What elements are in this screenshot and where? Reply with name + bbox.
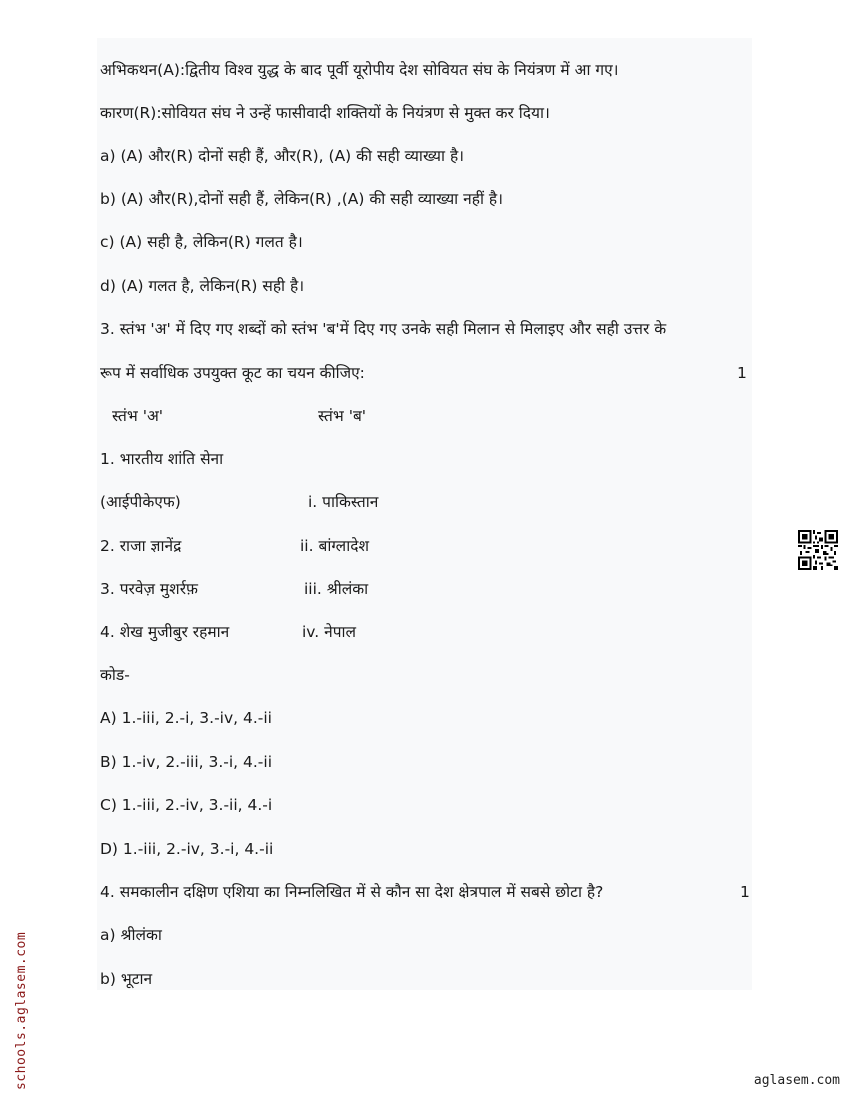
watermark-side: schools.aglasem.com (14, 931, 29, 1090)
code-option-c: C) 1.-iii, 2.-iv, 3.-ii, 4.-i (100, 796, 273, 814)
watermark-footer: aglasem.com (753, 1073, 840, 1088)
match-option-iv: iv. नेपाल (302, 623, 357, 641)
match-item-1: 1. भारतीय शांति सेना (100, 450, 224, 468)
match-item-4: 4. शेख मुजीबुर रहमान (100, 623, 230, 641)
column-b-header: स्तंभ 'ब' (318, 407, 367, 425)
code-option-a: A) 1.-iii, 2.-i, 3.-iv, 4.-ii (100, 709, 272, 727)
code-label: कोड- (100, 666, 130, 684)
column-a-header: स्तंभ 'अ' (112, 407, 164, 425)
q2-option-b: b) (A) और(R),दोनों सही हैं, लेकिन(R) ,(A) की सही व्याख्या नहीं है। (100, 190, 504, 208)
assertion-text: अभिकथन(A):द्वितीय विश्व युद्ध के बाद पूर्वी यूरोपीय देश सोवियत संघ के नियंत्रण में आ गए। (100, 61, 619, 79)
reason-text: कारण(R):सोवियत संघ ने उन्हें फासीवादी शक्तियों के नियंत्रण से मुक्त कर दिया। (100, 104, 550, 122)
q3-question-line2: रूप में सर्वाधिक उपयुक्त कूट का चयन कीजिए: (100, 364, 365, 382)
match-item-1-abbr: (आईपीकेएफ) (100, 493, 181, 511)
q3-question-line1: 3. स्तंभ 'अ' में दिए गए शब्दों को स्तंभ 'ब'में दिए गए उनके सही मिलान से मिलाइए और सही उत्तर के (100, 320, 667, 338)
q2-option-d: d) (A) गलत है, लेकिन(R) सही है। (100, 277, 305, 295)
q3-marks: 1 (737, 364, 747, 382)
q2-option-c: c) (A) सही है, लेकिन(R) गलत है। (100, 233, 303, 251)
code-option-d: D) 1.-iii, 2.-iv, 3.-i, 4.-ii (100, 840, 274, 858)
q2-option-a: a) (A) और(R) दोनों सही हैं, और(R), (A) की सही व्याख्या है। (100, 147, 465, 165)
match-option-i: i. पाकिस्तान (308, 493, 379, 511)
match-item-2: 2. राजा ज्ञानेंद्र (100, 537, 182, 555)
qr-code-icon (798, 530, 838, 570)
q4-option-b: b) भूटान (100, 970, 153, 988)
code-option-b: B) 1.-iv, 2.-iii, 3.-i, 4.-ii (100, 753, 273, 771)
q4-question: 4. समकालीन दक्षिण एशिया का निम्नलिखित में से कौन सा देश क्षेत्रपाल में सबसे छोटा है? (100, 883, 604, 901)
q4-marks: 1 (740, 883, 750, 901)
q4-option-a: a) श्रीलंका (100, 926, 162, 944)
match-option-ii: ii. बांग्लादेश (300, 537, 369, 555)
match-item-3: 3. परवेज़ मुशर्रफ़ (100, 580, 199, 598)
match-option-iii: iii. श्रीलंका (304, 580, 369, 598)
